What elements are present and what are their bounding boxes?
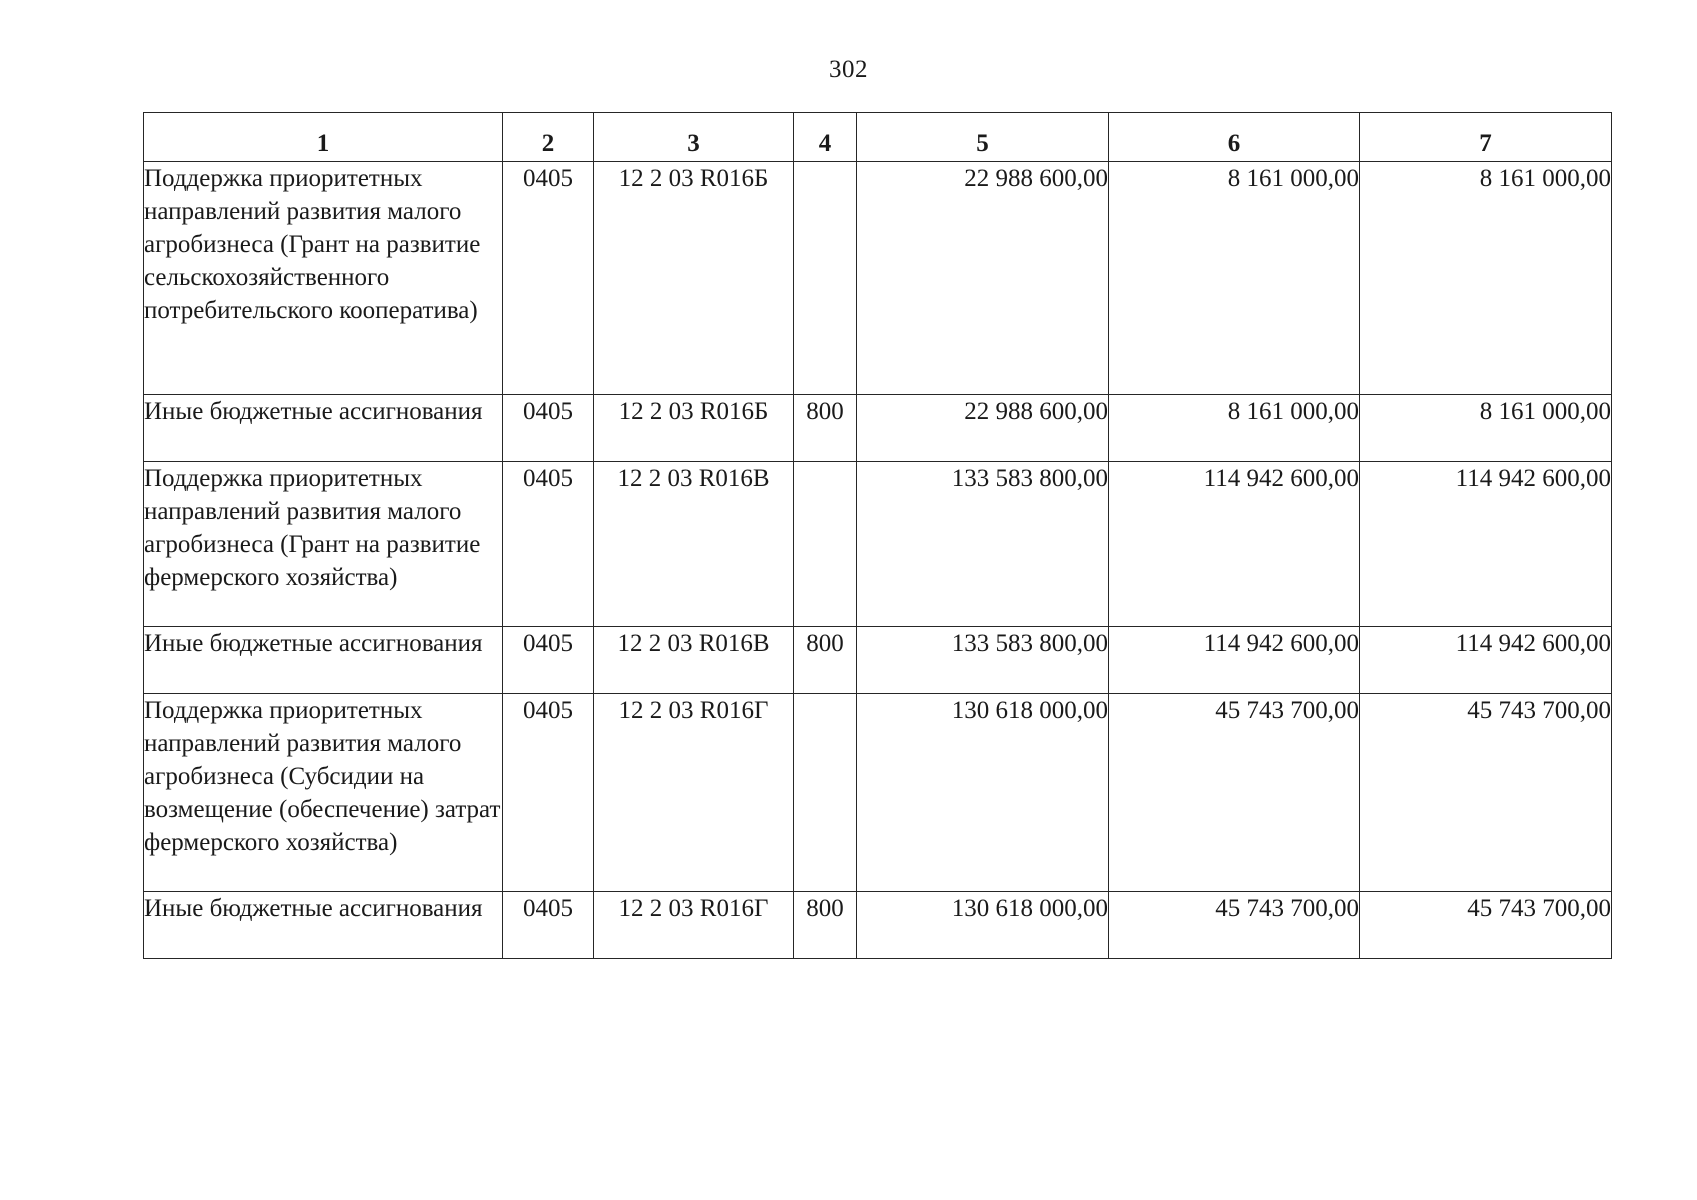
row-section: 0405: [503, 395, 594, 462]
header-col-2: 2: [503, 113, 594, 162]
header-col-3: 3: [594, 113, 794, 162]
row-value-6: 45 743 700,00: [1109, 892, 1360, 959]
row-section: 0405: [503, 627, 594, 694]
row-value-5: 133 583 800,00: [857, 462, 1109, 627]
row-value-5: 133 583 800,00: [857, 627, 1109, 694]
header-col-4: 4: [794, 113, 857, 162]
table-row: [144, 462, 1612, 627]
row-value-6: 114 942 600,00: [1109, 462, 1360, 627]
row-value-5: 22 988 600,00: [857, 162, 1109, 395]
row-value-7: 45 743 700,00: [1360, 892, 1612, 959]
header-col-7: 7: [1360, 113, 1612, 162]
row-type: 800: [794, 892, 857, 959]
row-section: 0405: [503, 694, 594, 892]
row-value-6: 8 161 000,00: [1109, 395, 1360, 462]
row-type: [794, 462, 857, 627]
page-number: 302: [829, 56, 868, 83]
row-section: 0405: [503, 462, 594, 627]
row-target: 12 2 03 R016В: [594, 627, 794, 694]
row-name: Иные бюджетные ассигнования: [144, 395, 503, 462]
row-type: [794, 694, 857, 892]
row-target: 12 2 03 R016Г: [594, 694, 794, 892]
table-row: [144, 694, 1612, 892]
table-row: [144, 892, 1612, 959]
row-value-5: 130 618 000,00: [857, 694, 1109, 892]
row-type: 800: [794, 395, 857, 462]
header-col-5: 5: [857, 113, 1109, 162]
table-row: [144, 162, 1612, 395]
row-value-7: 8 161 000,00: [1360, 395, 1612, 462]
row-value-6: 8 161 000,00: [1109, 162, 1360, 395]
row-type: 800: [794, 627, 857, 694]
row-name: Иные бюджетные ассигнования: [144, 627, 503, 694]
row-name: Поддержка приоритетных направлений развития малого агробизнеса (Субсидии на возмещение (обеспечение) затрат фермерского хозяйства): [144, 694, 503, 892]
budget-table: [143, 112, 1612, 959]
row-name: Поддержка приоритетных направлений развития малого агробизнеса (Грант на развитие сельскохозяйственного потребительского кооператива): [144, 162, 503, 395]
table-row: [144, 627, 1612, 694]
row-value-5: 22 988 600,00: [857, 395, 1109, 462]
header-col-1: 1: [144, 113, 503, 162]
table-row: [144, 395, 1612, 462]
row-value-7: 114 942 600,00: [1360, 462, 1612, 627]
row-value-7: 114 942 600,00: [1360, 627, 1612, 694]
row-value-6: 114 942 600,00: [1109, 627, 1360, 694]
header-col-6: 6: [1109, 113, 1360, 162]
row-value-6: 45 743 700,00: [1109, 694, 1360, 892]
row-value-7: 8 161 000,00: [1360, 162, 1612, 395]
header-row: [144, 113, 1612, 162]
row-type: [794, 162, 857, 395]
row-section: 0405: [503, 892, 594, 959]
row-value-5: 130 618 000,00: [857, 892, 1109, 959]
row-target: 12 2 03 R016Б: [594, 162, 794, 395]
row-name: Иные бюджетные ассигнования: [144, 892, 503, 959]
row-target: 12 2 03 R016Г: [594, 892, 794, 959]
row-name: Поддержка приоритетных направлений развития малого агробизнеса (Грант на развитие фермерского хозяйства): [144, 462, 503, 627]
row-target: 12 2 03 R016Б: [594, 395, 794, 462]
row-target: 12 2 03 R016В: [594, 462, 794, 627]
row-value-7: 45 743 700,00: [1360, 694, 1612, 892]
row-section: 0405: [503, 162, 594, 395]
